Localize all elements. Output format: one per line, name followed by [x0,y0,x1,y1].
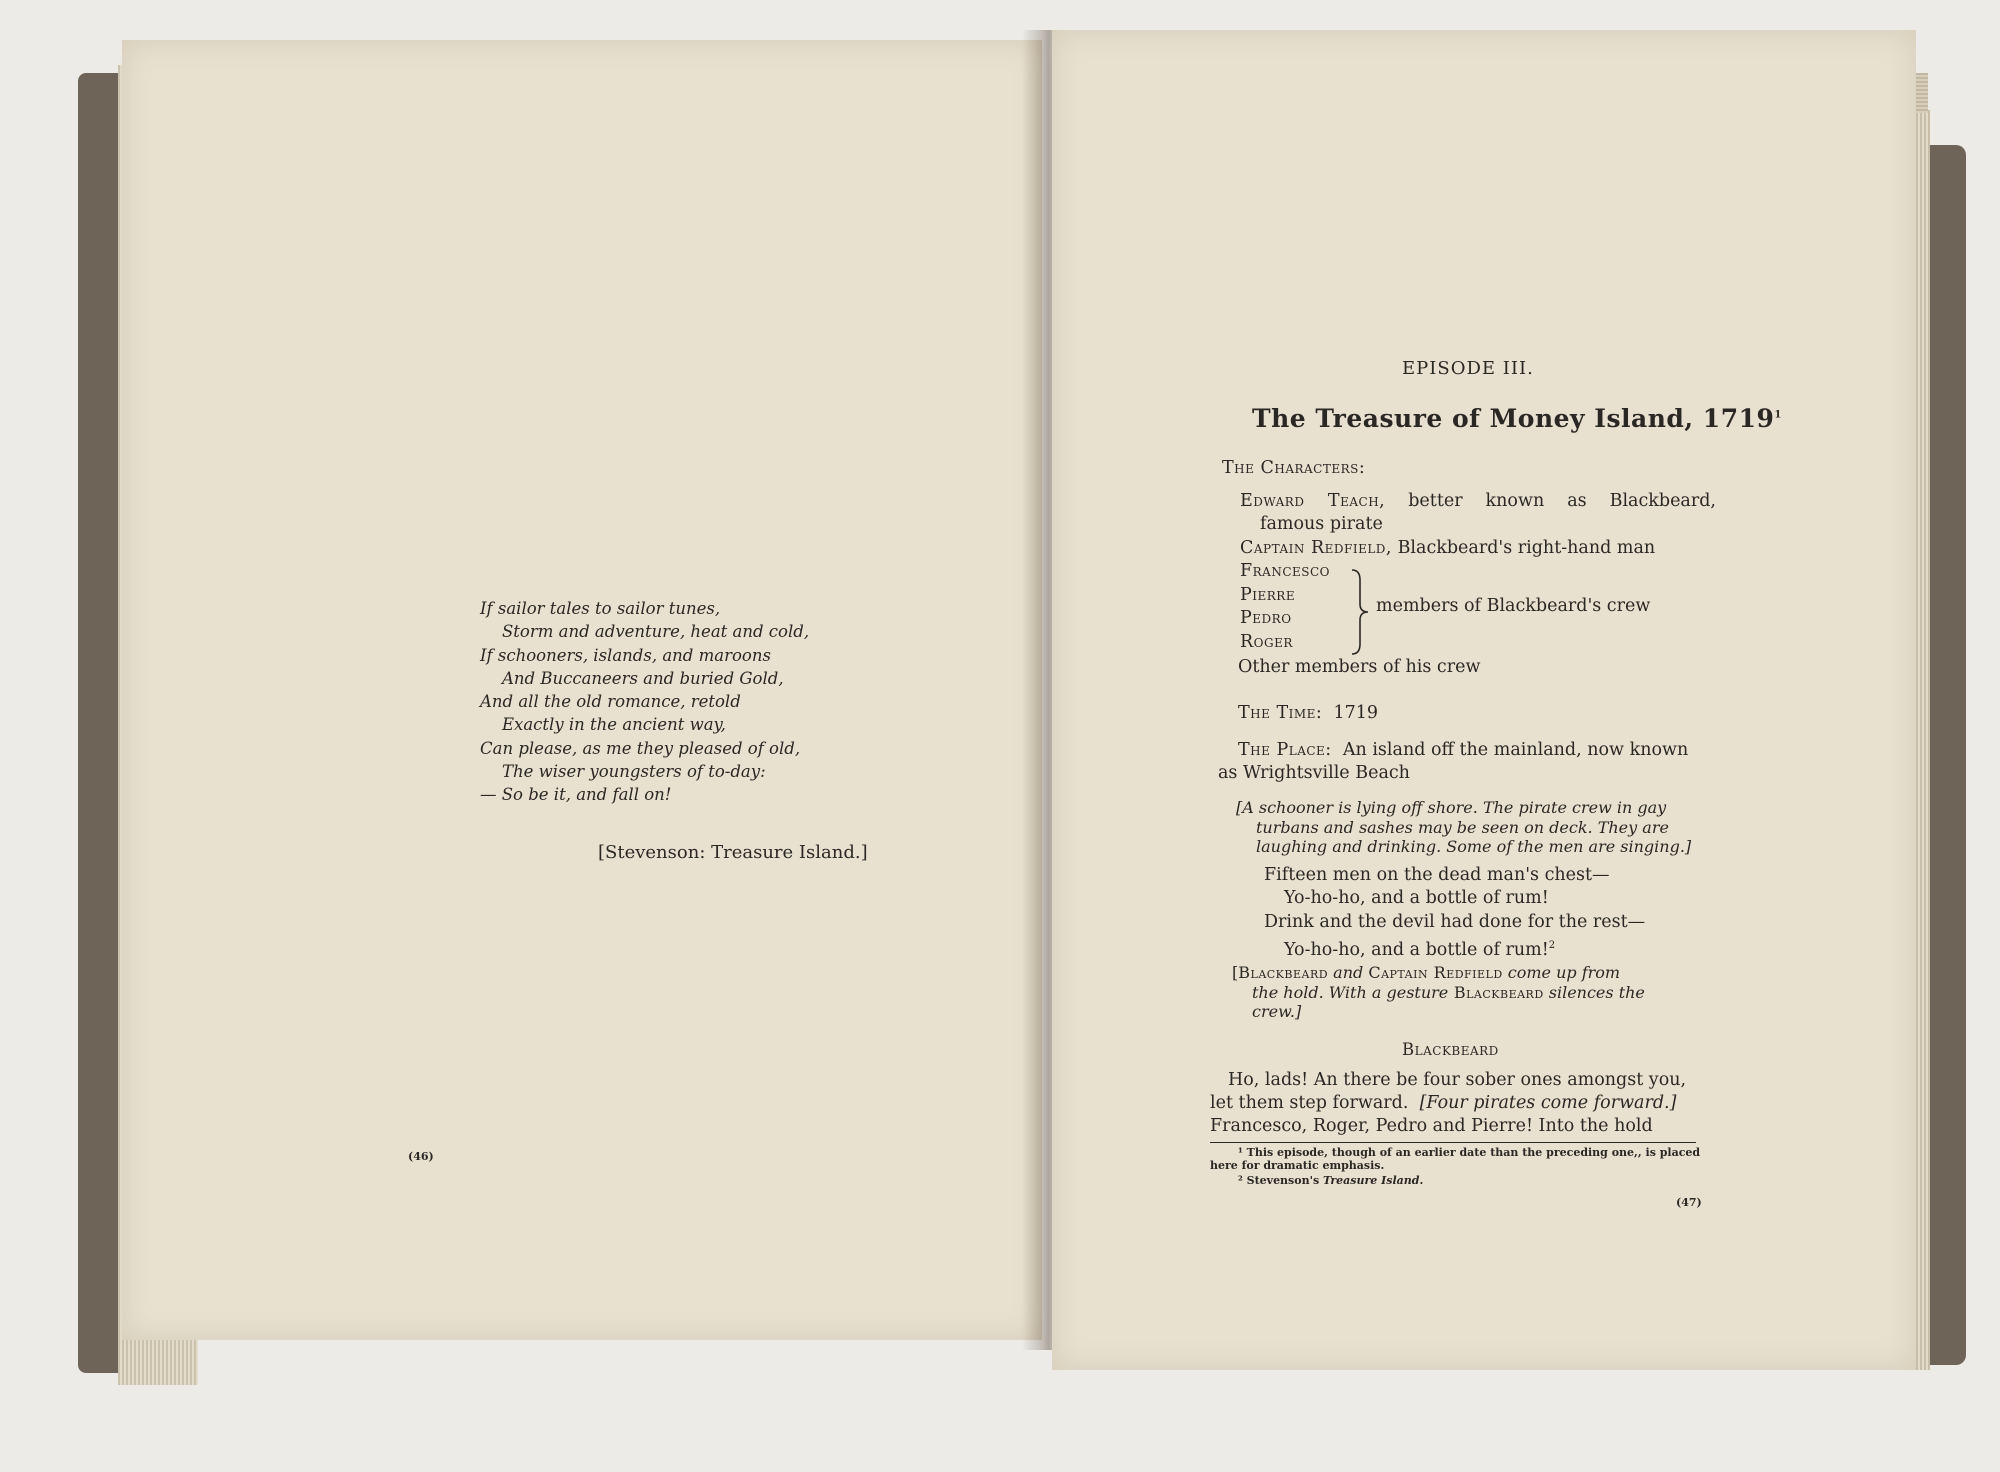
episode-title-text: The Treasure of Money Island, 1719 [1252,404,1775,433]
poem-line: Exactly in the ancient way, [502,715,726,735]
stage-line: turbans and sashes may be seen on deck. They are [1256,817,1669,837]
right-page [1052,30,1916,1370]
place-line [1238,740,1688,760]
song-line: Fifteen men on the dead man's chest— [1264,865,1610,885]
song-footnote-mark: 2 [1548,940,1556,952]
stage-line [1232,963,1645,983]
poem-line: The wiser youngsters of to-day: [502,762,766,782]
character-name: Edward Teach, [1240,491,1386,511]
poem-line: Can please, as me they pleased of old, [480,738,801,758]
crew-pierre: Pierre [1240,585,1296,605]
time-value: 1719 [1333,703,1379,723]
page-number-right: (47) [1676,1196,1702,1209]
character-redfield [1240,538,1655,558]
dialogue-line: Francesco, Roger, Pedro and Pierre! Into the hold [1210,1116,1653,1136]
stage-line: crew.] [1252,1002,1302,1021]
character-teach-desc: famous pirate [1260,514,1383,534]
brace-icon [1348,568,1370,656]
left-page [122,40,1042,1340]
footnote-1-line: ¹ This episode, though of an earlier date than the preceding one,, is placed [1238,1146,1701,1159]
character-teach [1240,491,1716,511]
time-line [1238,703,1378,723]
dialogue-line [1210,1093,1676,1113]
speaker-heading: Blackbeard [1402,1040,1499,1059]
song [1264,864,1645,962]
song-line-text: Yo-ho-ho, and a bottle of rum! [1284,940,1549,961]
poem-line: — So be it, and fall on! [480,785,672,805]
crew-roger: Roger [1240,632,1293,652]
poem-line: If sailor tales to sailor tunes, [480,599,721,618]
time-label: The Time: [1238,703,1323,723]
poem [480,597,809,807]
crew-francesco: Francesco [1240,561,1331,581]
footnote-2 [1210,1174,1700,1187]
footnote-text: ² Stevenson's [1238,1174,1323,1187]
poem-line: And Buccaneers and buried Gold, [502,668,784,688]
footnotes [1210,1146,1700,1187]
bracket: [ [1232,963,1239,982]
character-desc: Blackbeard's right-hand man [1397,538,1656,558]
stage-direction-2 [1232,963,1645,1022]
character-desc: better known as Blackbeard, [1408,491,1716,511]
page-number-left: (46) [408,1150,434,1163]
title-footnote-mark: 1 [1774,409,1782,421]
stage-text: silences the [1543,982,1645,1002]
stage-line: [A schooner is lying off shore. The pirate crew in gay [1236,798,1667,817]
crew-description: members of Blackbeard's crew [1376,596,1651,616]
footnote-rule [1210,1142,1696,1143]
stage-text: [Four pirates come forward.] [1419,1093,1677,1113]
song-line: Drink and the devil had done for the rest— [1264,911,1646,932]
poem-citation: [Stevenson: Treasure Island.] [598,842,868,863]
poem-line: If schooners, islands, and maroons [480,645,771,665]
other-crew: Other members of his crew [1238,657,1481,677]
name-blackbeard: Blackbeard [1448,982,1544,1002]
name-blackbeard: Blackbeard [1238,963,1329,982]
place-label: The Place: [1238,740,1332,760]
character-teach-line [1240,491,1716,511]
poem-line: And all the old romance, retold [480,692,741,712]
crew-pedro: Pedro [1240,608,1292,628]
song-line: Yo-ho-ho, and a bottle of rum! [1284,888,1549,909]
footnote-1-line: here for dramatic emphasis. [1210,1159,1385,1172]
episode-heading: EPISODE III. [1402,358,1534,379]
episode-title [1252,404,1782,433]
place-value: An island off the mainland, now known [1342,740,1689,760]
stage-text: come up from [1502,963,1621,982]
dialogue-text: let them step forward. [1210,1093,1409,1113]
footnote-title: Treasure Island. [1322,1174,1424,1187]
characters-heading: The Characters: [1222,458,1366,478]
stage-line: laughing and drinking. Some of the men are singing.] [1256,837,1692,856]
crew-brace [1348,568,1370,656]
poem-line: Storm and adventure, heat and cold, [502,622,810,642]
stage-text: and [1328,963,1369,982]
stage-direction-1 [1236,798,1691,857]
dialogue-line: Ho, lads! An there be four sober ones amongst you, [1228,1070,1687,1090]
name-redfield: Captain Redfield [1368,963,1503,982]
song-line [1264,934,1645,962]
character-name: Captain Redfield, [1240,538,1392,558]
place-line-2: as Wrightsville Beach [1218,763,1410,783]
stage-line [1232,983,1645,1003]
stage-text: the hold. With a gesture [1252,982,1449,1002]
